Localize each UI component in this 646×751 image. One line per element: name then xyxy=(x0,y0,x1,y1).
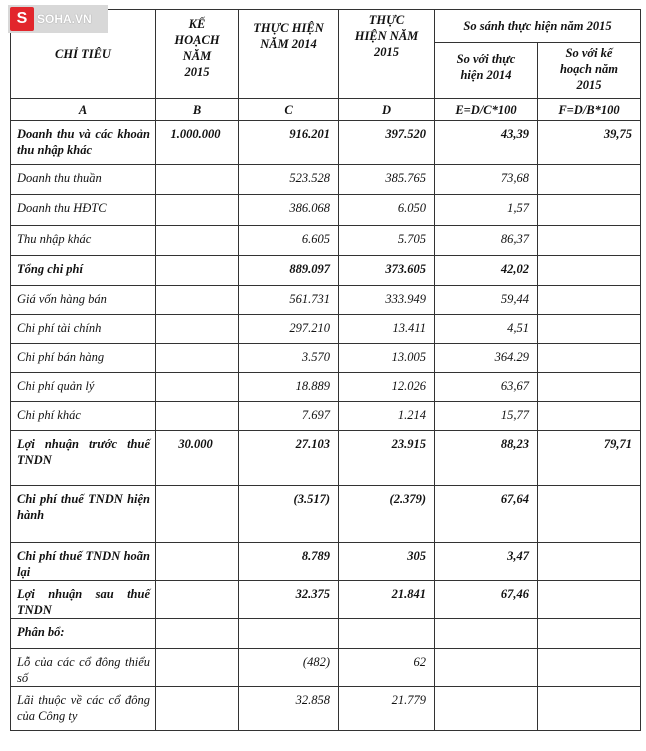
label-cell: Chi phí bán hàng xyxy=(11,344,156,373)
ratio-plan-cell: 39,75 xyxy=(538,121,641,165)
ratio-2014-cell xyxy=(435,649,538,687)
ke-hoach-cell: 30.000 xyxy=(156,431,239,486)
label-cell: Phân bổ: xyxy=(11,619,156,649)
label-cell: Lãi thuộc về các cổ đông của Công ty xyxy=(11,687,156,731)
ratio-plan-cell xyxy=(538,402,641,431)
thuc-hien-2014-cell: 523.528 xyxy=(239,165,339,195)
header-thuc-hien-2015: THỰC HIỆN NĂM 2015 xyxy=(339,10,435,99)
thuc-hien-2014-cell: 386.068 xyxy=(239,195,339,226)
ke-hoach-cell xyxy=(156,286,239,315)
ratio-2014-cell: 15,77 xyxy=(435,402,538,431)
thuc-hien-2014-cell: 297.210 xyxy=(239,315,339,344)
ratio-2014-cell: 364.29 xyxy=(435,344,538,373)
ke-hoach-cell: 1.000.000 xyxy=(156,121,239,165)
header-thuc-hien-2014: THỰC HIỆN NĂM 2014 xyxy=(239,10,339,99)
thuc-hien-2014-cell: 7.697 xyxy=(239,402,339,431)
thuc-hien-2014-cell: (482) xyxy=(239,649,339,687)
label-cell: Chi phí tài chính xyxy=(11,315,156,344)
table-row xyxy=(11,165,641,195)
ratio-plan-cell xyxy=(538,256,641,286)
ratio-plan-cell xyxy=(538,195,641,226)
thuc-hien-2015-cell: (2.379) xyxy=(339,486,435,543)
header-chi-tieu: CHỈ TIÊU xyxy=(11,10,156,99)
table-row xyxy=(11,373,641,402)
logo-text: SOHA.VN xyxy=(37,12,92,26)
thuc-hien-2014-cell: 8.789 xyxy=(239,543,339,581)
label-cell: Doanh thu và các khoản thu nhập khác xyxy=(11,121,156,165)
thuc-hien-2015-cell: 13.005 xyxy=(339,344,435,373)
letter-f: F=D/B*100 xyxy=(538,99,641,121)
thuc-hien-2015-cell: 333.949 xyxy=(339,286,435,315)
ke-hoach-cell xyxy=(156,687,239,731)
thuc-hien-2015-cell: 373.605 xyxy=(339,256,435,286)
ke-hoach-cell xyxy=(156,543,239,581)
table-row xyxy=(11,344,641,373)
ratio-2014-cell: 73,68 xyxy=(435,165,538,195)
ke-hoach-cell xyxy=(156,402,239,431)
table-row xyxy=(11,431,641,486)
logo-s-icon: S xyxy=(10,7,34,31)
ke-hoach-cell xyxy=(156,373,239,402)
ratio-plan-cell: 79,71 xyxy=(538,431,641,486)
thuc-hien-2014-cell: 561.731 xyxy=(239,286,339,315)
thuc-hien-2015-cell: 62 xyxy=(339,649,435,687)
table-row xyxy=(11,649,641,687)
ratio-plan-cell xyxy=(538,486,641,543)
label-cell: Chi phí quản lý xyxy=(11,373,156,402)
thuc-hien-2015-cell: 305 xyxy=(339,543,435,581)
thuc-hien-2015-cell: 385.765 xyxy=(339,165,435,195)
ke-hoach-cell xyxy=(156,226,239,256)
thuc-hien-2015-cell: 13.411 xyxy=(339,315,435,344)
thuc-hien-2015-cell: 397.520 xyxy=(339,121,435,165)
table-row xyxy=(11,315,641,344)
thuc-hien-2014-cell xyxy=(239,619,339,649)
ratio-2014-cell: 42,02 xyxy=(435,256,538,286)
table-row xyxy=(11,687,641,731)
thuc-hien-2014-cell: 18.889 xyxy=(239,373,339,402)
thuc-hien-2014-cell: 6.605 xyxy=(239,226,339,256)
table-row xyxy=(11,195,641,226)
ke-hoach-cell xyxy=(156,256,239,286)
thuc-hien-2014-cell: 3.570 xyxy=(239,344,339,373)
header-so-sanh: So sánh thực hiện năm 2015 xyxy=(435,10,641,43)
ratio-2014-cell: 86,37 xyxy=(435,226,538,256)
ratio-2014-cell xyxy=(435,619,538,649)
letter-e: E=D/C*100 xyxy=(435,99,538,121)
letter-a: A xyxy=(11,99,156,121)
thuc-hien-2014-cell: 32.375 xyxy=(239,581,339,619)
label-cell: Doanh thu thuần xyxy=(11,165,156,195)
thuc-hien-2015-cell xyxy=(339,619,435,649)
ratio-plan-cell xyxy=(538,543,641,581)
header-so-voi-2014: So với thực hiện 2014 xyxy=(435,43,538,99)
ratio-plan-cell xyxy=(538,286,641,315)
table-row xyxy=(11,226,641,256)
thuc-hien-2014-cell: 889.097 xyxy=(239,256,339,286)
label-cell: Doanh thu HĐTC xyxy=(11,195,156,226)
thuc-hien-2014-cell: 916.201 xyxy=(239,121,339,165)
letter-row xyxy=(11,99,641,121)
thuc-hien-2015-cell: 23.915 xyxy=(339,431,435,486)
ke-hoach-cell xyxy=(156,315,239,344)
financial-table xyxy=(10,9,641,731)
ratio-2014-cell xyxy=(435,687,538,731)
thuc-hien-2014-cell: 27.103 xyxy=(239,431,339,486)
letter-d: D xyxy=(339,99,435,121)
ratio-2014-cell: 59,44 xyxy=(435,286,538,315)
ratio-plan-cell xyxy=(538,315,641,344)
ratio-2014-cell: 67,64 xyxy=(435,486,538,543)
ratio-2014-cell: 3,47 xyxy=(435,543,538,581)
table-row xyxy=(11,402,641,431)
ratio-plan-cell xyxy=(538,165,641,195)
label-cell: Chi phí thuế TNDN hiện hành xyxy=(11,486,156,543)
label-cell: Lợi nhuận trước thuế TNDN xyxy=(11,431,156,486)
letter-b: B xyxy=(156,99,239,121)
ratio-plan-cell xyxy=(538,226,641,256)
thuc-hien-2015-cell: 6.050 xyxy=(339,195,435,226)
ratio-plan-cell xyxy=(538,649,641,687)
ke-hoach-cell xyxy=(156,344,239,373)
ratio-2014-cell: 1,57 xyxy=(435,195,538,226)
label-cell: Chi phí khác xyxy=(11,402,156,431)
header-so-voi-ke-hoach: So với kế hoạch năm 2015 xyxy=(538,43,641,99)
ratio-2014-cell: 67,46 xyxy=(435,581,538,619)
ke-hoach-cell xyxy=(156,649,239,687)
label-cell: Lỗ của các cổ đông thiểu số xyxy=(11,649,156,687)
label-cell: Chi phí thuế TNDN hoãn lại xyxy=(11,543,156,581)
table-row xyxy=(11,486,641,543)
ke-hoach-cell xyxy=(156,195,239,226)
ke-hoach-cell xyxy=(156,165,239,195)
label-cell: Thu nhập khác xyxy=(11,226,156,256)
table-row xyxy=(11,286,641,315)
ratio-plan-cell xyxy=(538,373,641,402)
ke-hoach-cell xyxy=(156,486,239,543)
label-cell: Tổng chi phí xyxy=(11,256,156,286)
thuc-hien-2015-cell: 21.841 xyxy=(339,581,435,619)
label-cell: Giá vốn hàng bán xyxy=(11,286,156,315)
thuc-hien-2015-cell: 12.026 xyxy=(339,373,435,402)
table-row xyxy=(11,619,641,649)
table-row xyxy=(11,543,641,581)
thuc-hien-2014-cell: 32.858 xyxy=(239,687,339,731)
thuc-hien-2014-cell: (3.517) xyxy=(239,486,339,543)
table-row xyxy=(11,256,641,286)
ratio-plan-cell xyxy=(538,687,641,731)
table-row xyxy=(11,121,641,165)
table-row xyxy=(11,581,641,619)
thuc-hien-2015-cell: 1.214 xyxy=(339,402,435,431)
ratio-2014-cell: 4,51 xyxy=(435,315,538,344)
ke-hoach-cell xyxy=(156,619,239,649)
soha-logo xyxy=(8,5,108,33)
ratio-plan-cell xyxy=(538,581,641,619)
ratio-plan-cell xyxy=(538,619,641,649)
ratio-2014-cell: 63,67 xyxy=(435,373,538,402)
ratio-2014-cell: 43,39 xyxy=(435,121,538,165)
ke-hoach-cell xyxy=(156,581,239,619)
ratio-plan-cell xyxy=(538,344,641,373)
ratio-2014-cell: 88,23 xyxy=(435,431,538,486)
label-cell: Lợi nhuận sau thuế TNDN xyxy=(11,581,156,619)
header-ke-hoach: KẾ HOẠCH NĂM 2015 xyxy=(156,10,239,99)
thuc-hien-2015-cell: 5.705 xyxy=(339,226,435,256)
thuc-hien-2015-cell: 21.779 xyxy=(339,687,435,731)
letter-c: C xyxy=(239,99,339,121)
